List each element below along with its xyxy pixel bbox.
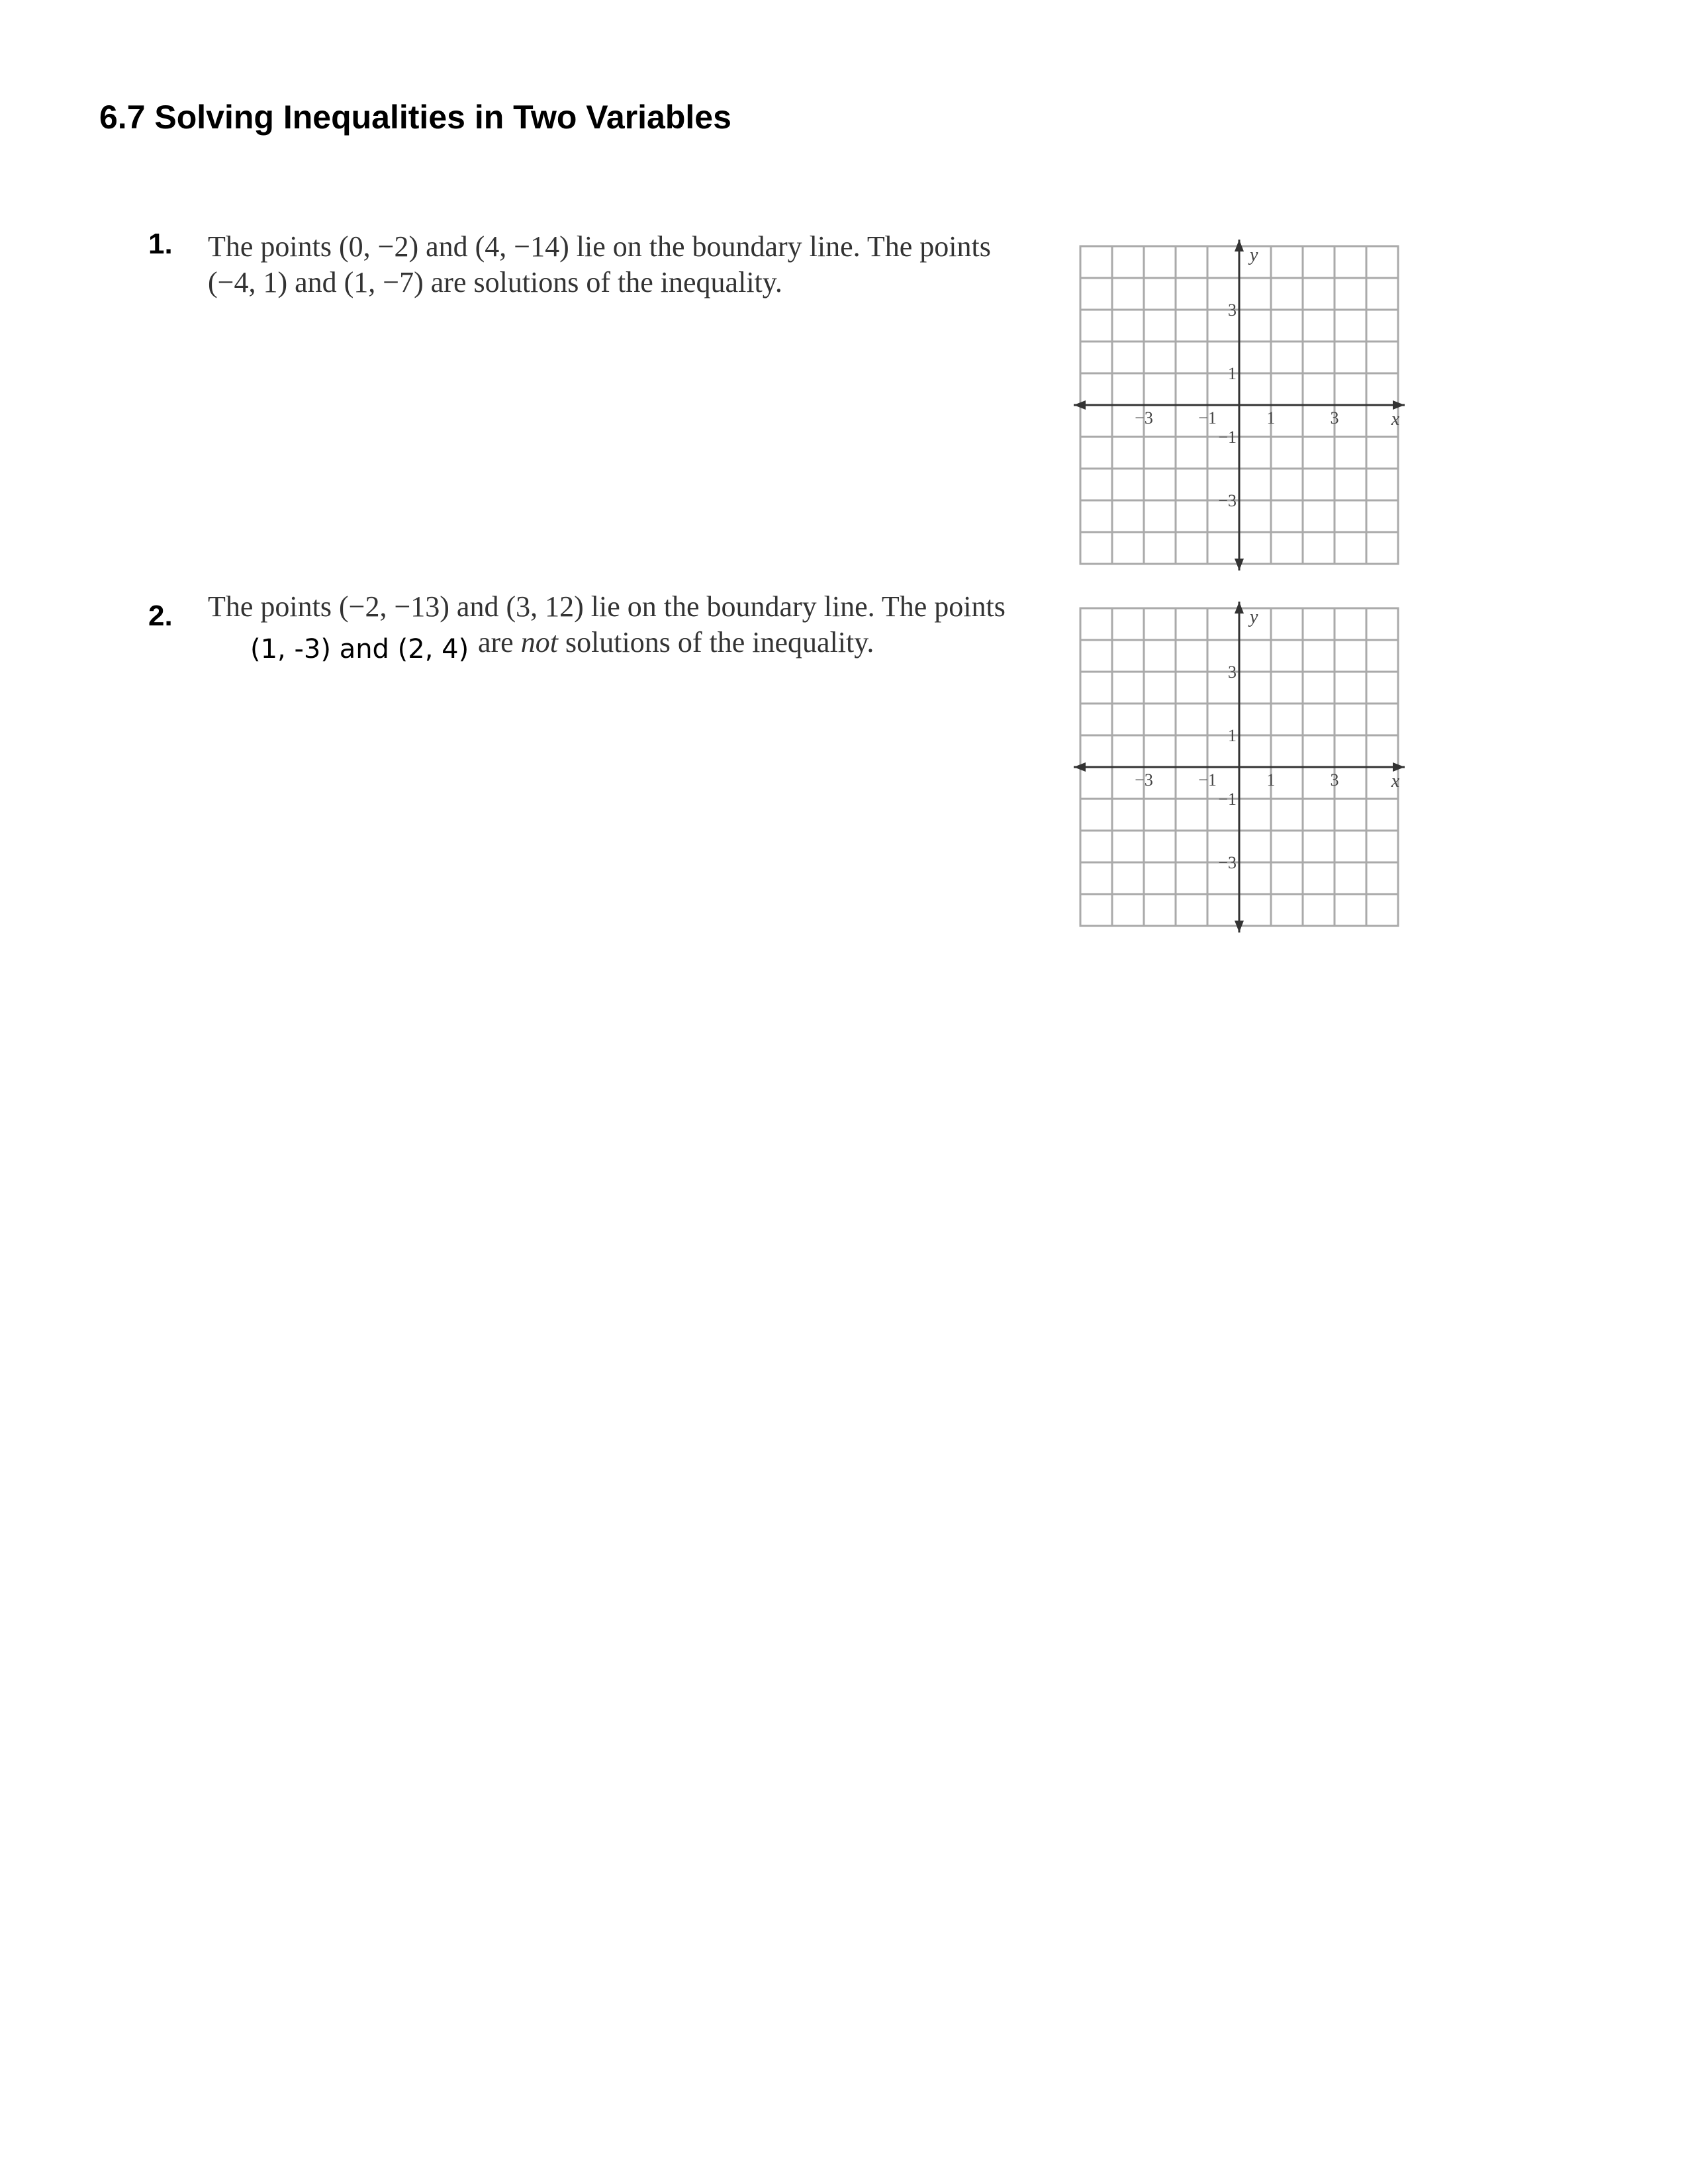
page-title: 6.7 Solving Inequalities in Two Variables <box>99 99 731 136</box>
problem-number-1: 1. <box>148 228 173 260</box>
x-tick-label: 1 <box>1266 408 1276 428</box>
problem-2-line-1: The points (−2, −13) and (3, 12) lie on the boundary line. The points <box>208 590 1006 623</box>
y-tick-label: −1 <box>1218 428 1237 447</box>
problem-2-line-2-post: solutions of the inequality. <box>557 626 874 659</box>
problem-number-2: 2. <box>148 600 173 632</box>
x-tick-label: −1 <box>1198 770 1217 790</box>
x-tick-label: 1 <box>1266 770 1276 790</box>
y-tick-label: −3 <box>1218 491 1237 510</box>
x-tick-label: 3 <box>1330 770 1339 790</box>
problem-2-not-emphasis: not <box>520 626 558 659</box>
coordinate-grid-2 <box>1072 600 1406 934</box>
y-axis-label: y <box>1250 607 1258 627</box>
problem-1-line-1: The points (0, −2) and (4, −14) lie on the boundary line. The points <box>208 230 991 263</box>
y-tick-label: 1 <box>1228 364 1237 383</box>
y-tick-label: −3 <box>1218 853 1237 872</box>
y-tick-label: −1 <box>1218 790 1237 809</box>
x-tick-label: 3 <box>1330 408 1339 428</box>
x-tick-label: −3 <box>1135 770 1153 790</box>
x-tick-label: −3 <box>1135 408 1153 428</box>
x-tick-label: −1 <box>1198 408 1217 428</box>
y-tick-label: 3 <box>1228 300 1237 320</box>
x-axis-label: x <box>1391 771 1400 792</box>
problem-2-line-2 <box>478 625 874 660</box>
y-axis-label: y <box>1250 245 1258 265</box>
problem-2-handwritten-points: (1, -3) and (2, 4) <box>250 634 469 664</box>
y-tick-label: 3 <box>1228 662 1237 682</box>
coordinate-grid-1 <box>1072 238 1406 572</box>
y-tick-label: 1 <box>1228 726 1237 745</box>
problem-1-line-2: (−4, 1) and (1, −7) are solutions of the inequality. <box>208 266 782 298</box>
x-axis-label: x <box>1391 409 1400 430</box>
problem-2-line-2-pre: are <box>478 626 521 659</box>
